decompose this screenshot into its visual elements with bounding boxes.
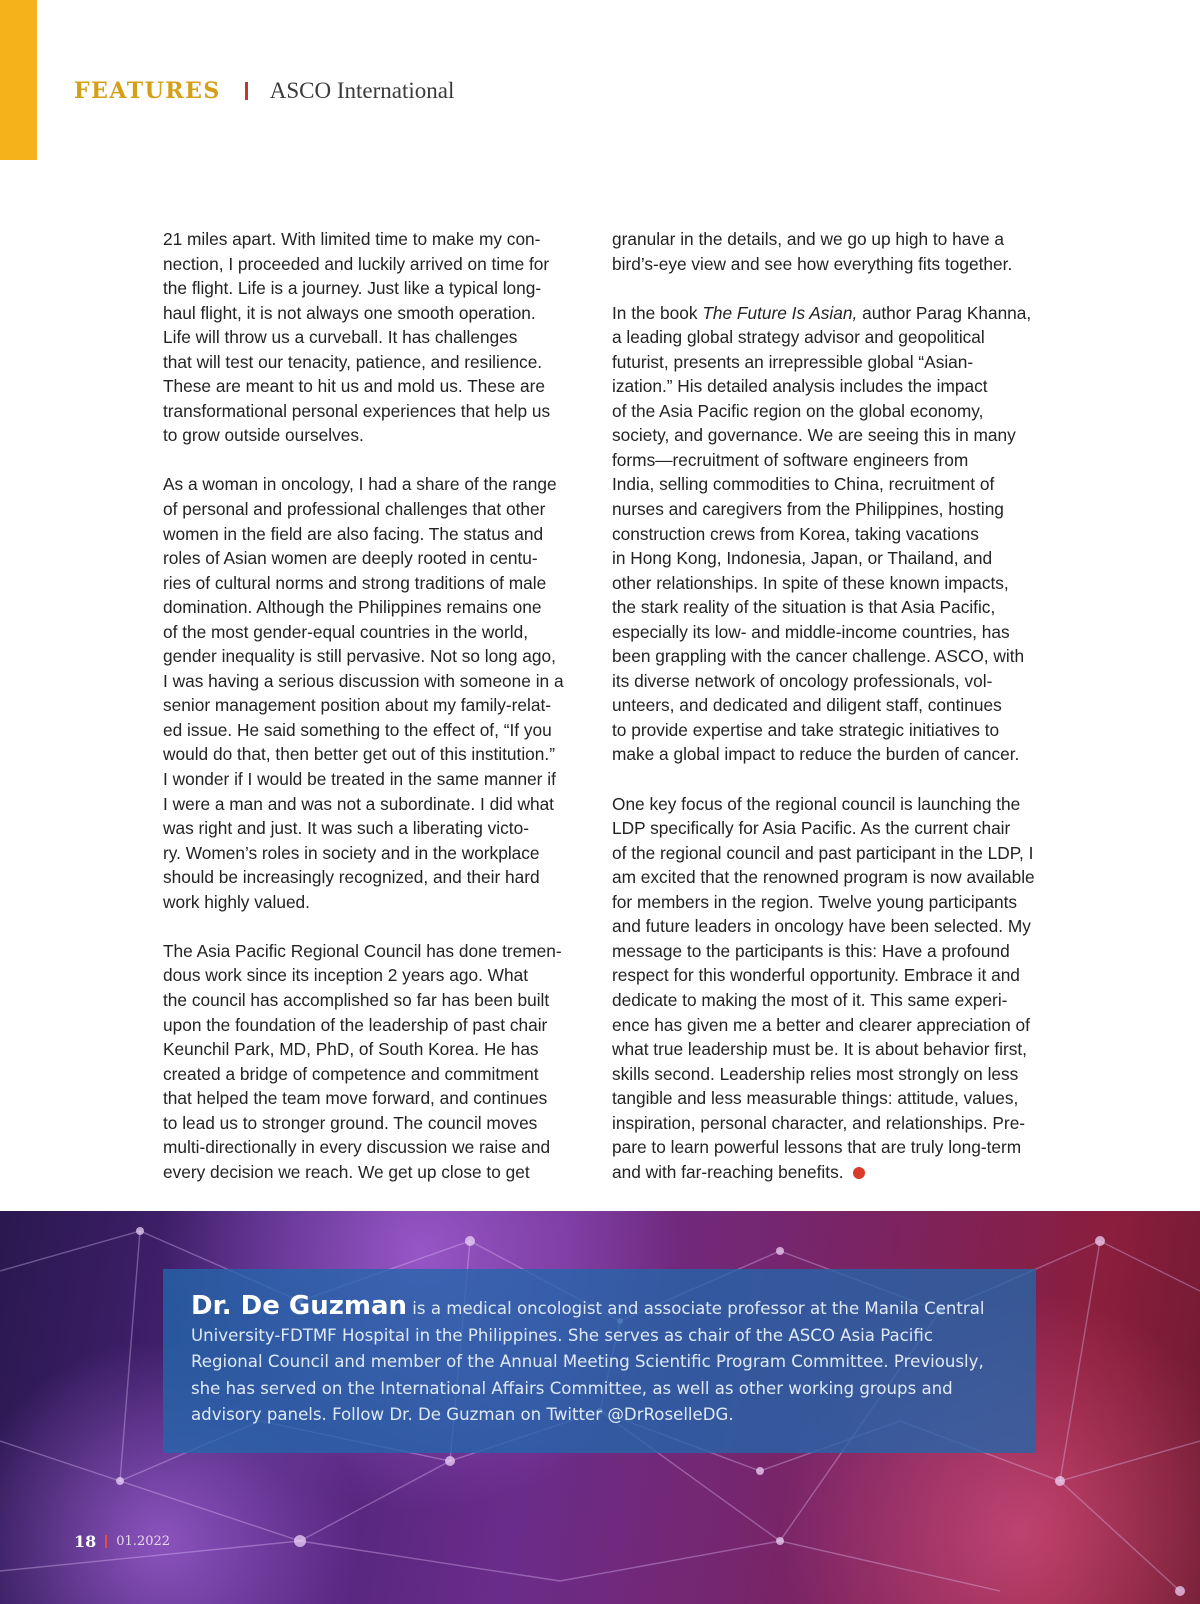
paragraph-line: work highly valued. <box>163 891 310 912</box>
paragraph-line: upon the foundation of the leadership of past chair <box>163 1014 548 1035</box>
paragraph-line: a leading global strategy advisor and geopolitical <box>612 327 985 348</box>
paragraph-line: every decision we reach. We get up close to get <box>163 1161 530 1182</box>
paragraph-line: nection, I proceeded and luckily arrived on time for <box>163 253 550 274</box>
paragraph-line: ries of cultural norms and strong traditions of male <box>163 572 547 593</box>
left-paragraph-3 <box>163 939 593 1184</box>
paragraph-line: of personal and professional challenges that other <box>163 499 546 520</box>
paragraph-line: India, selling commodities to China, recruitment of <box>612 474 995 495</box>
paragraph-line: haul flight, it is not always one smooth operation. <box>163 302 536 323</box>
accent-bar <box>0 0 37 160</box>
paragraph-line: the stark reality of the situation is that Asia Pacific, <box>612 597 996 618</box>
paragraph-line: Keunchil Park, MD, PhD, of South Korea. He has <box>163 1039 539 1060</box>
paragraph-line: skills second. Leadership relies most strongly on less <box>612 1063 1019 1084</box>
paragraph-line: nurses and caregivers from the Philippines, hosting <box>612 499 1004 520</box>
paragraph-line: 21 miles apart. With limited time to make my con- <box>163 229 541 249</box>
paragraph-line: women in the field are also facing. The status and <box>163 523 544 544</box>
author-bio-text <box>191 1293 1008 1429</box>
paragraph-line: other relationships. In spite of these known impacts, <box>612 572 1009 593</box>
paragraph-line: ence has given me a better and clearer appreciation of <box>612 1014 1030 1035</box>
paragraph-line: make a global impact to reduce the burden of cancer. <box>612 744 1020 765</box>
paragraph-line: to lead us to stronger ground. The council moves <box>163 1112 538 1133</box>
section-label: FEATURES <box>74 78 221 104</box>
footer-separator <box>105 1535 107 1548</box>
paragraph-line <box>612 1160 1042 1185</box>
paragraph-line: should be increasingly recognized, and their hard <box>163 867 540 888</box>
bio-first-line <box>191 1293 1008 1323</box>
paragraph-line: pare to learn powerful lessons that are truly long-term <box>612 1137 1022 1158</box>
paragraph-line: ed issue. He said something to the effect of, “If you <box>163 719 552 740</box>
paragraph-line: futurist, presents an irrepressible global “Asian- <box>612 351 974 372</box>
book-title: The Future Is Asian, <box>702 302 858 323</box>
paragraph-line: gender inequality is still pervasive. Not so long ago, <box>163 646 556 667</box>
paragraph-line: that will test our tenacity, patience, and resilience. <box>163 351 543 372</box>
left-paragraph-2 <box>163 472 593 914</box>
paragraph-line: to grow outside ourselves. <box>163 425 364 446</box>
paragraph-line: transformational personal experiences that help us <box>163 400 551 421</box>
page-header <box>74 74 454 108</box>
page-number: 18 <box>74 1532 97 1551</box>
paragraph-line: domination. Although the Philippines remains one <box>163 597 542 618</box>
paragraph-line <box>612 301 1042 326</box>
right-paragraph-3 <box>612 792 1042 1185</box>
paragraph-line: that helped the team move forward, and continues <box>163 1088 548 1109</box>
bio-line: University-FDTMF Hospital in the Philippines. She serves as chair of the ASCO Asia Pacific <box>191 1325 933 1345</box>
header-separator <box>245 82 248 100</box>
author-name: Dr. De Guzman <box>191 1291 408 1321</box>
text-span: is a medical oncologist and associate professor at the Manila Central <box>407 1299 985 1318</box>
bio-line: she has served on the International Affairs Committee, as well as other working groups and <box>191 1378 953 1398</box>
paragraph-line: been grappling with the cancer challenge. ASCO, with <box>612 646 1025 667</box>
left-paragraph-1 <box>163 227 593 448</box>
paragraph-line: respect for this wonderful opportunity. Embrace it and <box>612 965 1020 986</box>
paragraph-line: dous work since its inception 2 years ago. What <box>163 965 529 986</box>
paragraph-line: ry. Women’s roles in society and in the workplace <box>163 842 540 863</box>
paragraph-line: dedicate to making the most of it. This same experi- <box>612 989 1008 1010</box>
paragraph-line: created a bridge of competence and commitment <box>163 1063 539 1084</box>
paragraph-line: of the most gender-equal countries in the world, <box>163 621 529 642</box>
paragraph-line: roles of Asian women are deeply rooted in centu- <box>163 548 538 569</box>
paragraph-line: The Asia Pacific Regional Council has done tremen- <box>163 940 562 961</box>
paragraph-line: construction crews from Korea, taking vacations <box>612 523 979 544</box>
page-footer <box>74 1532 170 1551</box>
text-span: author Parag Khanna, <box>857 302 1032 323</box>
paragraph-line: society, and governance. We are seeing this in many <box>612 425 1016 446</box>
publication-name: ASCO International <box>269 78 455 103</box>
paragraph-line: what true leadership must be. It is about behavior first, <box>612 1039 1027 1060</box>
paragraph-line: message to the participants is this: Have a profound <box>612 940 1010 961</box>
paragraph-line: for members in the region. Twelve young participants <box>612 891 1018 912</box>
paragraph-line: forms—recruitment of software engineers from <box>612 449 969 470</box>
paragraph-line: to provide expertise and take strategic initiatives to <box>612 719 1000 740</box>
paragraph-line: of the Asia Pacific region on the global economy, <box>612 400 984 421</box>
paragraph-line: and future leaders in oncology have been selected. My <box>612 916 1031 937</box>
paragraph-line: the flight. Life is a journey. Just like a typical long- <box>163 278 542 299</box>
right-paragraph-1 <box>612 227 1042 276</box>
end-of-article-dot <box>853 1167 865 1179</box>
paragraph-line: am excited that the renowned program is now available <box>612 867 1035 888</box>
paragraph-line: the council has accomplished so far has been built <box>163 989 550 1010</box>
paragraph-line: One key focus of the regional council is launching the <box>612 793 1021 814</box>
paragraph-line: its diverse network of oncology professionals, vol- <box>612 670 993 691</box>
paragraph-line: was right and just. It was such a liberating victo- <box>163 818 529 839</box>
paragraph-line: of the regional council and past participant in the LDP, I <box>612 842 1034 863</box>
right-paragraph-2 <box>612 301 1042 767</box>
right-column <box>612 227 1042 1209</box>
paragraph-line: tangible and less measurable things: attitude, values, <box>612 1088 1019 1109</box>
paragraph-line: in Hong Kong, Indonesia, Japan, or Thailand, and <box>612 548 993 569</box>
paragraph-line: inspiration, personal character, and relationships. Pre- <box>612 1112 1026 1133</box>
text-span: In the book <box>612 302 703 323</box>
paragraph-line: These are meant to hit us and mold us. These are <box>163 376 546 397</box>
paragraph-line: I wonder if I would be treated in the same manner if <box>163 769 556 790</box>
paragraph-line: especially its low- and middle-income countries, has <box>612 621 1010 642</box>
paragraph-line: bird’s-eye view and see how everything fits together. <box>612 253 1013 274</box>
paragraph-line: granular in the details, and we go up high to have a <box>612 229 1004 249</box>
paragraph-line: Life will throw us a curveball. It has challenges <box>163 327 518 348</box>
paragraph-line: LDP specifically for Asia Pacific. As the current chair <box>612 818 1011 839</box>
paragraph-line: would do that, then better get out of this institution.” <box>163 744 555 765</box>
paragraph-line: ization.” His detailed analysis includes the impact <box>612 376 988 397</box>
author-bio-box <box>163 1269 1036 1453</box>
paragraph-line: I were a man and was not a subordinate. I did what <box>163 793 554 814</box>
paragraph-line: senior management position about my family-relat- <box>163 695 552 716</box>
paragraph-line: unteers, and dedicated and diligent staff, continues <box>612 695 1002 716</box>
text-span: and with far-reaching benefits. <box>612 1161 844 1182</box>
bio-banner <box>0 1211 1200 1604</box>
bio-line: Regional Council and member of the Annual Meeting Scientific Program Committee. Previously, <box>191 1352 984 1372</box>
paragraph-line: As a woman in oncology, I had a share of the range <box>163 474 557 495</box>
paragraph-line: multi-directionally in every discussion we raise and <box>163 1137 551 1158</box>
bio-line: advisory panels. Follow Dr. De Guzman on Twitter @DrRoselleDG. <box>191 1405 734 1425</box>
issue-date: 01.2022 <box>116 1534 171 1549</box>
paragraph-line: I was having a serious discussion with someone in a <box>163 670 564 691</box>
left-column <box>163 227 593 1209</box>
